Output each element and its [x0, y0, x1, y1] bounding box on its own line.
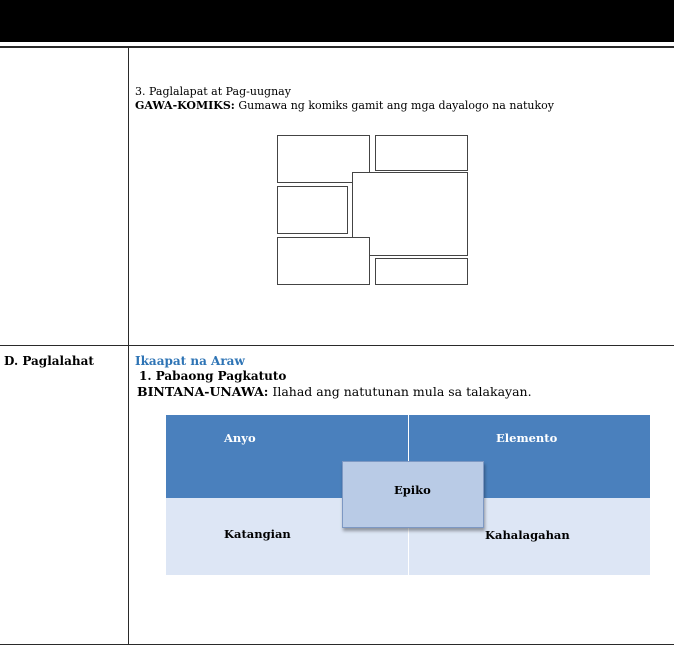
task-text: Gumawa ng komiks gamit ang mga dayalogo na natukoy — [234, 99, 555, 112]
comic-panel — [277, 186, 348, 234]
row-divider — [0, 345, 674, 346]
table-bottom-border — [0, 644, 674, 645]
section-heading: D. Paglalahat — [4, 354, 94, 368]
comic-panel — [277, 237, 370, 285]
day-label: Ikaapat na Araw — [135, 354, 245, 368]
cell-label: Katangian — [224, 527, 291, 541]
step-label: 3. Paglalapat at Pag-uugnay — [135, 85, 291, 98]
center-label: Epiko — [394, 483, 431, 497]
cell-label: Elemento — [496, 431, 558, 445]
table-top-border — [0, 46, 674, 48]
task-instruction — [137, 384, 532, 399]
cell-label: Kahalagahan — [485, 528, 570, 542]
comic-panel — [375, 258, 468, 285]
task-label: BINTANA-UNAWA: — [137, 384, 269, 399]
window-center-box — [342, 461, 484, 528]
task-label: GAWA-KOMIKS: — [135, 99, 235, 112]
column-divider — [128, 46, 129, 645]
task-instruction — [135, 99, 554, 112]
cell-label: Anyo — [224, 431, 256, 445]
comic-panel — [375, 135, 468, 171]
task-text: Ilahad ang natutunan mula sa talakayan. — [268, 384, 532, 399]
header-bar — [0, 0, 674, 42]
step-label: 1. Pabaong Pagkatuto — [139, 369, 287, 383]
